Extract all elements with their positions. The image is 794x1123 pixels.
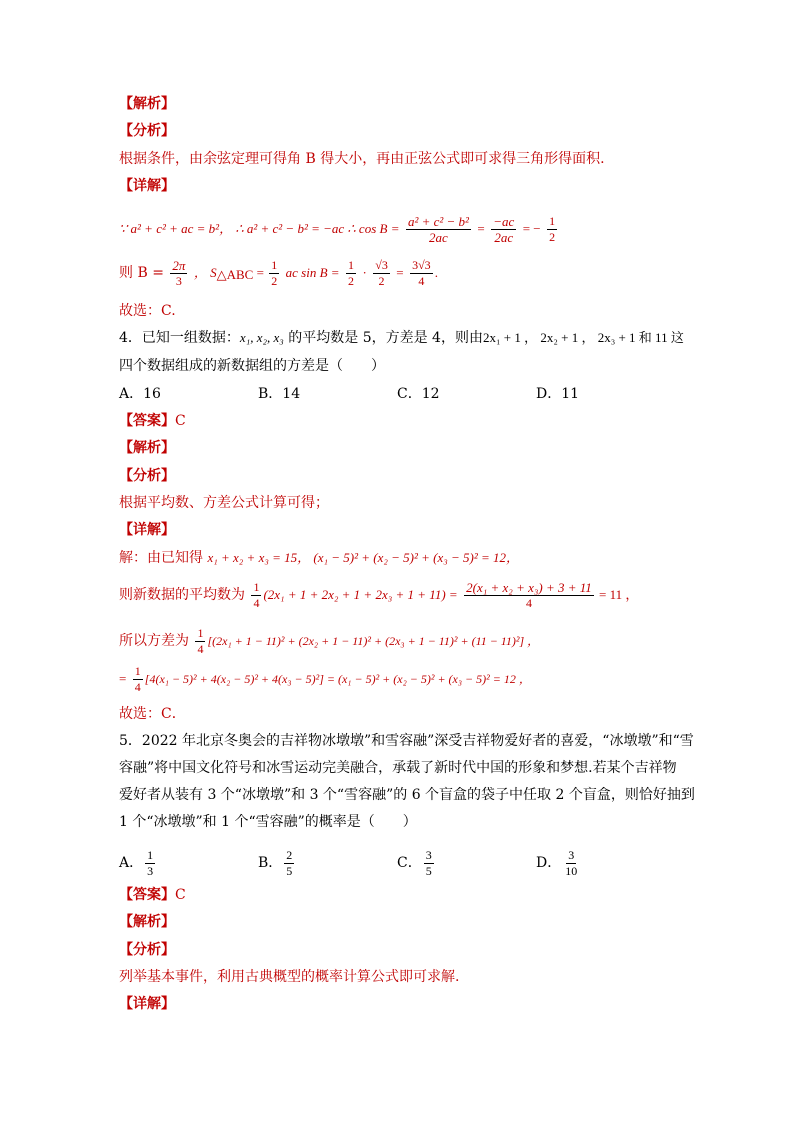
q5-jiexi-tag: 【解析】	[119, 914, 175, 930]
q4-stem-line1: 4．已知一组数据：x₁, x₂, x₃ 的平均数是 5，方差是 4，则由2x₁ + 1 ， 2x₂ + 1 ， 2x₃ + 1 和 11 这	[119, 330, 684, 346]
q5-fenxi-tag: 【分析】	[119, 942, 175, 958]
q5-stem-line2: 容融”将中国文化符号和冰雪运动完美融合，承载了新时代中国的形象和梦想.若某个吉祥物	[119, 760, 677, 776]
q4-fenxi-tag: 【分析】	[119, 468, 175, 484]
q4-option-a: A．16	[119, 386, 161, 402]
q5-analysis-text: 列举基本事件，利用古典概型的概率计算公式即可求解.	[119, 969, 460, 985]
q4-quarter-fraction-2: $\frac{1}{4}$	[197, 625, 204, 656]
q5-option-d: D． $\frac{3}{10}$	[536, 847, 578, 878]
q5-stem-line1: 5．2022 年北京冬奥会的吉祥物冰墩墩”和雪容融”深受吉祥物爱好者的喜爱，“冰墩墩”和“雪	[119, 733, 694, 749]
q4-jiexi-tag: 【解析】	[119, 440, 175, 456]
q4-quarter-fraction-3: $\frac{1}{4}$	[134, 663, 141, 694]
q4-analysis-text: 根据平均数、方差公式计算可得；	[119, 495, 329, 511]
q5-answer: 【答案】C	[119, 887, 186, 903]
q3-fraction-3: $\frac{1}{2}$	[549, 213, 556, 244]
q5-xiangjie-tag: 【详解】	[119, 996, 175, 1012]
jiexi-tag: 【解析】	[119, 96, 175, 112]
q3-formula2-prefix: 则 B =	[119, 265, 164, 281]
q4-answer: 【答案】C	[119, 413, 186, 429]
q4-conclusion: 故选：C．	[119, 706, 186, 722]
q3-conclusion: 故选：C.	[119, 303, 176, 319]
q5-stem-line3: 爱好者从装有 3 个“冰墩墩”和 3 个“雪容融”的 6 个盲盒的袋子中任取 2 个盲盒，则恰好抽到	[119, 787, 695, 803]
q5-option-a: A． $\frac{1}{3}$	[119, 847, 154, 878]
q3-fraction-2: $\frac{-ac}{2ac}$	[493, 213, 515, 245]
q4-quarter-fraction-1: $\frac{1}{4}$	[253, 579, 260, 610]
q3-angle-fraction: $\frac{2\pi}{3}$	[172, 257, 186, 288]
q4-option-c: C．12	[397, 386, 440, 402]
xiangjie-tag: 【详解】	[119, 178, 175, 194]
q3-half-fraction-2: $\frac{1}{2}$	[348, 257, 354, 288]
q4-xiangjie-tag: 【详解】	[119, 522, 175, 538]
q4-option-d: D．11	[536, 386, 580, 402]
q3-formula-2: 则 B = $\frac{2\pi}{3}$ ， $S_{\triangle ABC}$ = $\frac{1}{2}$ ac sin B = $\frac{1}{2}$ · $\frac{√3}{2}$ = $\frac{3√3}{4}$ .	[119, 257, 438, 288]
q3-formula-1: ∵ a² + c² + ac = b²， ∴ a² + c² − b² = −ac ∴ cos B = $\frac{\text{a² + c² − b²}}{2ac}$ = $\frac{-ac}{2ac}$ = − $\frac{1}{2}$	[119, 213, 556, 245]
q4-solution-line1: 解：由已知得 x₁ + x₂ + x₃ = 15， (x₁ − 5)² + (x₂ − 5)² + (x₃ − 5)² = 12，	[119, 550, 520, 566]
q3-half-fraction: $\frac{1}{2}$	[271, 257, 278, 288]
q3-analysis-text: 根据条件，由余弦定理可得角 B 得大小，再由正弦公式即可求得三角形得面积.	[119, 151, 605, 167]
q3-area-fraction: $\frac{3√3}{4}$	[412, 257, 431, 288]
q4-stem-line2: 四个数据组成的新数据组的方差是（ ）	[119, 358, 385, 374]
q5-option-b: B． $\frac{2}{5}$	[258, 847, 293, 878]
q4-solution-line3: 所以方差为 $\frac{1}{4}$ [(2x₁ + 1 − 11)² + (2x₂ + 1 − 11)² + (2x₃ + 1 − 11)² + (11 − 11)²] ，	[119, 625, 540, 656]
q5-option-c: C． $\frac{3}{5}$	[397, 847, 432, 878]
q3-formula1-lhs: ∵ a² + c² + ac = b²， ∴ a² + c² − b² = −ac ∴ cos B =	[119, 221, 400, 236]
q3-fraction-1: $\frac{\text{a² + c² − b²}}{2ac}$	[407, 213, 469, 245]
q5-stem-line4: 1 个“冰墩墩”和 1 个“雪容融”的概率是（ ）	[119, 814, 417, 830]
q4-option-b: B．14	[258, 386, 301, 402]
fenxi-tag: 【分析】	[119, 123, 175, 139]
q4-solution-line4: = $\frac{1}{4}$ [4(x₁ − 5)² + 4(x₂ − 5)² + 4(x₃ − 5)²] = (x₁ − 5)² + (x₂ − 5)² + (x₃ − 5)² = 12 ，	[119, 663, 531, 694]
q4-mean-fraction: $\frac{\text{2(x₁ + x₂ + x₃) + 3 + 11}}{4}$	[466, 579, 592, 610]
q3-root3-fraction: $\frac{√3}{2}$	[375, 257, 388, 288]
q4-solution-line2: 则新数据的平均数为 $\frac{1}{4}$ (2x₁ + 1 + 2x₂ + 1 + 2x₃ + 1 + 11) = $\frac{\text{2(x₁ + x₂ + x₃) + 3 + 11}}{4}$ = 11 ，	[119, 579, 639, 610]
